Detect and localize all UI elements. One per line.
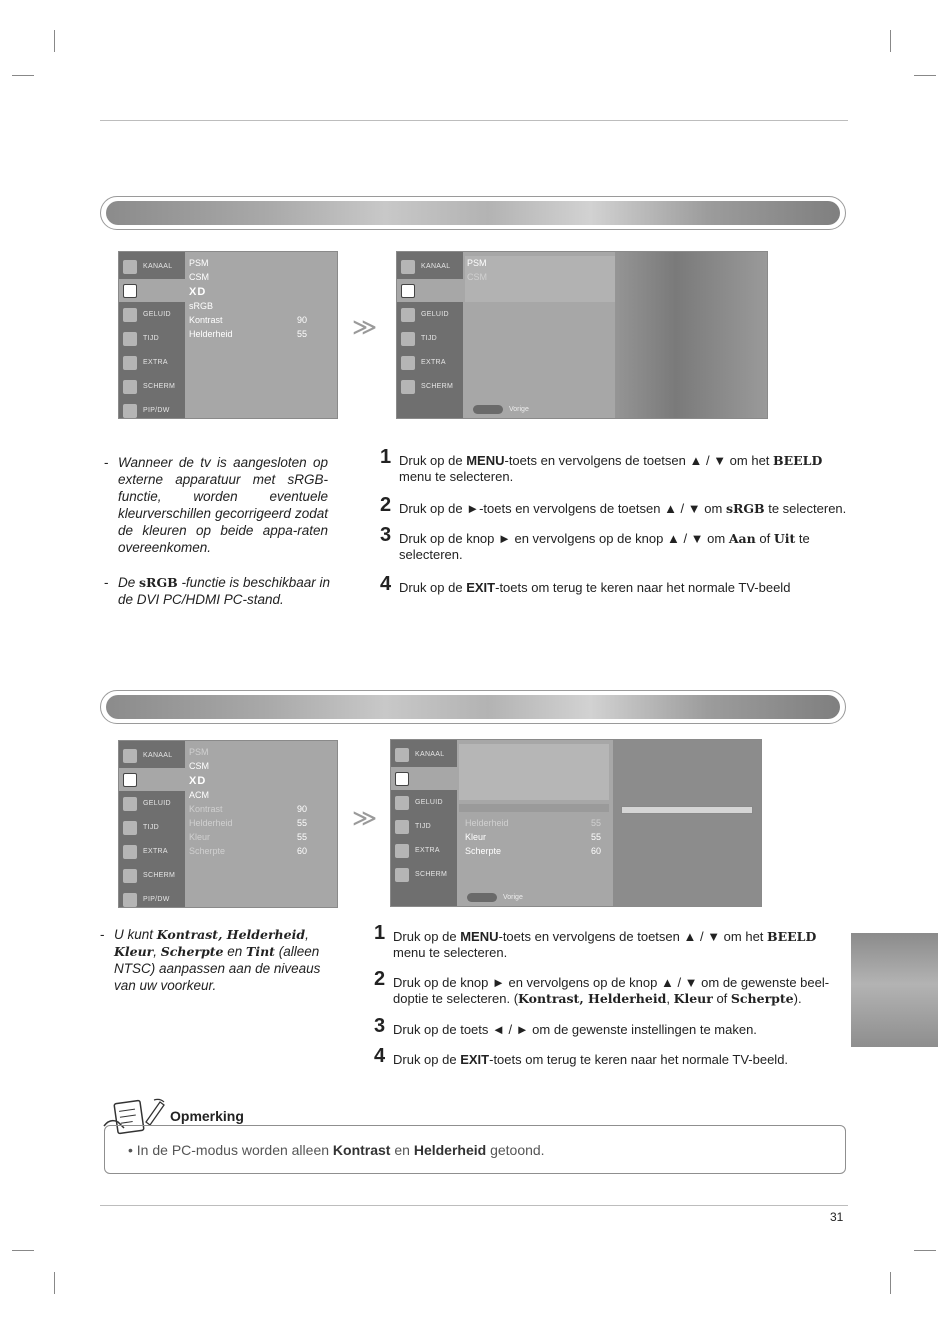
menu-tab-geluid: GELUID — [119, 303, 185, 326]
antenna-icon — [401, 260, 415, 274]
speaker-icon — [123, 308, 137, 322]
next-step-arrow: ≫ — [352, 313, 378, 341]
adjust-slider — [621, 806, 753, 814]
wrench-icon — [123, 356, 137, 370]
picture-icon — [395, 772, 409, 786]
menu-item: PSM — [467, 258, 487, 268]
menu-tab-extra: EXTRA — [119, 351, 185, 374]
cross-arrows-icon — [123, 869, 137, 883]
crop-mark — [914, 1250, 936, 1251]
wrench-icon — [123, 845, 137, 859]
menu-item: Scherpte 60 — [189, 846, 307, 856]
clock-icon — [123, 821, 137, 835]
wrench-icon — [401, 356, 415, 370]
header-rule — [100, 120, 848, 121]
menu-tab-extra: EXTRA — [391, 839, 457, 862]
menu-tab-scherm: SCHERM — [119, 375, 185, 398]
menu-item: CSM — [189, 761, 209, 771]
menu-tab-kanaal: KANAAL — [391, 743, 457, 766]
menu-tab-extra: EXTRA — [119, 840, 185, 863]
menu-tab-scherm: SCHERM — [391, 863, 457, 886]
menu-item: Kontrast 90 — [189, 804, 307, 814]
menu-tab-geluid: GELUID — [397, 303, 463, 326]
menu-item: Helderheid 55 — [189, 329, 307, 339]
speaker-icon — [395, 796, 409, 810]
menu-item: Helderheid 55 — [465, 818, 601, 828]
step-4: 4 Druk op de EXIT-toets om terug te keren naar het normale TV-beeld. — [374, 1045, 789, 1067]
menu-item: ACM — [189, 790, 209, 800]
cross-arrows-icon — [395, 868, 409, 882]
wrench-icon — [395, 844, 409, 858]
crop-mark — [890, 1272, 891, 1294]
menu-item-xd: XD — [189, 775, 207, 787]
menu-item: PSM — [189, 747, 209, 757]
menu-tab-geluid: GELUID — [119, 792, 185, 815]
picture-icon — [401, 284, 415, 298]
menu-tab-beeld — [119, 279, 185, 302]
next-step-arrow: ≫ — [352, 804, 378, 832]
clock-icon — [401, 332, 415, 346]
step-3: 3 Druk op de toets ◄ / ► om de gewenste instellingen te maken. — [374, 1015, 757, 1037]
menu-back-hint: Vorige — [467, 893, 523, 902]
section-banner-1 — [100, 196, 846, 230]
chapter-thumb-tab — [851, 933, 938, 1047]
step-3: 3 Druk op de knop ► en vervolgens op de knop ▲ / ▼ om Aan of Uit te selecteren. — [380, 524, 810, 562]
crop-mark — [12, 75, 34, 76]
picture-icon — [123, 284, 137, 298]
menu-tab-beeld — [119, 768, 185, 791]
crop-mark — [54, 1272, 55, 1294]
crop-mark — [890, 30, 891, 52]
antenna-icon — [123, 260, 137, 274]
menu-tab-kanaal: KANAAL — [119, 744, 185, 767]
clock-icon — [395, 820, 409, 834]
menu-item: sRGB — [189, 301, 214, 311]
crop-mark — [12, 1250, 34, 1251]
menu-tab-tijd: TIJD — [397, 327, 463, 350]
step-2: 2 Druk op de knop ► en vervolgens op de knop ▲ / ▼ om de gewenste beel-doptie te selecteren. (Kontrast, Helderheid, Kleur of Scherpte). — [374, 968, 830, 1006]
menu-tab-tijd: TIJD — [119, 816, 185, 839]
tv-menu-screenshot-2a — [118, 740, 338, 908]
pip-icon — [123, 893, 137, 907]
menu-item-xd: XD — [189, 286, 207, 298]
tv-menu-screenshot-1b — [396, 251, 768, 419]
section-banner-2 — [100, 690, 846, 724]
step-1: 1 Druk op de MENU-toets en vervolgens de toetsen ▲ / ▼ om het BEELD menu te selecteren. — [380, 446, 823, 484]
menu-item: Kontrast 90 — [189, 315, 307, 325]
menu-tab-tijd: TIJD — [119, 327, 185, 350]
menu-tab-beeld — [391, 767, 457, 790]
menu-item: Kleur 55 — [465, 832, 601, 842]
menu-tab-pipdw: PIP/DW — [119, 399, 185, 419]
menu-tab-scherm: SCHERM — [119, 864, 185, 887]
menu-back-hint: Vorige — [473, 405, 529, 414]
antenna-icon — [395, 748, 409, 762]
step-1: 1 Druk op de MENU-toets en vervolgens de toetsen ▲ / ▼ om het BEELD menu te selecteren. — [374, 922, 817, 960]
tv-menu-screenshot-1a — [118, 251, 338, 419]
tv-menu-screenshot-2b — [390, 739, 762, 907]
speaker-icon — [401, 308, 415, 322]
note-srgb-description: - Wanneer de tv is aangesloten op externe apparatuur met sRGB-functie, worden eventuele kleurverschillen gecorrigeerd zodat de kleuren op beide appa-raten overeenkomen. — [104, 455, 328, 555]
menu-tab-extra: EXTRA — [397, 351, 463, 374]
step-2: 2 Druk op de ►-toets en vervolgens de toetsen ▲ / ▼ om sRGB te selecteren. — [380, 494, 847, 516]
menu-tab-kanaal: KANAAL — [119, 255, 185, 278]
menu-item: Kleur 55 — [189, 832, 307, 842]
note-adjustable-settings: - U kunt Kontrast, Helderheid, Kleur, Scherpte en Tint (alleen NTSC) aanpassen aan de niveaus van uw voorkeur. — [100, 927, 321, 993]
speaker-icon — [123, 797, 137, 811]
menu-tab-pipdw: PIP/DW — [119, 888, 185, 908]
menu-tab-tijd: TIJD — [391, 815, 457, 838]
note-text: • In de PC-modus worden alleen Kontrast en Helderheid getoond. — [128, 1142, 545, 1158]
cross-arrows-icon — [401, 380, 415, 394]
note-title: Opmerking — [170, 1108, 244, 1124]
step-4: 4 Druk op de EXIT-toets om terug te keren naar het normale TV-beeld — [380, 573, 791, 595]
antenna-icon — [123, 749, 137, 763]
menu-tab-beeld — [397, 279, 463, 302]
menu-item: Helderheid 55 — [189, 818, 307, 828]
menu-item: CSM — [189, 272, 209, 282]
menu-item: CSM — [467, 272, 487, 282]
clock-icon — [123, 332, 137, 346]
menu-item: PSM — [189, 258, 209, 268]
cross-arrows-icon — [123, 380, 137, 394]
crop-mark — [914, 75, 936, 76]
menu-item: Scherpte 60 — [465, 846, 601, 856]
crop-mark — [54, 30, 55, 52]
menu-tab-geluid: GELUID — [391, 791, 457, 814]
note-srgb-availability: - De sRGB -functie is beschikbaar in de DVI PC/HDMI PC-stand. — [104, 575, 331, 607]
footer-rule — [100, 1205, 848, 1206]
page-number: 31 — [830, 1210, 844, 1224]
pip-icon — [123, 404, 137, 418]
menu-tab-scherm: SCHERM — [397, 375, 463, 398]
picture-icon — [123, 773, 137, 787]
menu-tab-kanaal: KANAAL — [397, 255, 463, 278]
